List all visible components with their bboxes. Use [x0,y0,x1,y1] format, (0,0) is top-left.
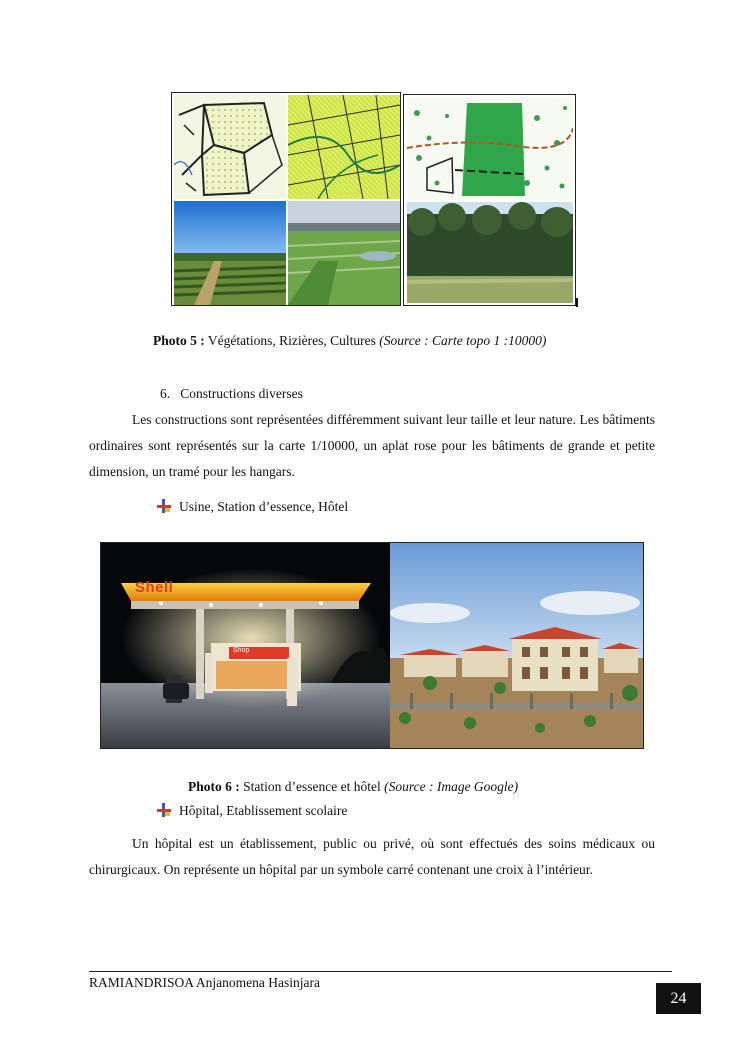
constructions-paragraph: Les constructions sont représentées différemment suivant leur taille et leur nature. Les bâtiments ordinaires sont représentés sur la carte 1/10000, un aplat rose pour les bâtiments de grande et petite dimension, un tramé pour les hangars. [89,412,655,479]
hospital-paragraph: Un hôpital est un établissement, public ou privé, où sont effectués des soins médicaux ou chirurgicaux. On représente un hôpital par un symbole carré contenant une croix à l’intérieur. [89,836,655,877]
bullet-icon [157,499,171,513]
bullet-hopital [157,803,347,819]
bullet-text: Hôpital, Etablissement scolaire [179,803,348,818]
caption-label: Photo 6 : [188,779,240,794]
photo-6-frame [100,542,644,749]
photo-6-caption [188,779,518,795]
footer-rule [89,971,672,972]
topo-map-vegetation [174,95,286,199]
caption-label: Photo 5 : [153,333,205,348]
caption-text: Végétations, Rizières, Cultures [204,333,380,348]
photo-5-caption [153,333,546,349]
bullet-usine [157,499,348,515]
section-heading: 6. Constructions diverses [160,386,303,401]
photo-5-left-panel [171,92,401,306]
photo-gas-station [101,543,390,748]
photo-crop-field [174,201,286,305]
shop-sign: Shop [233,647,250,654]
caption-text: Station d’essence et hôtel [239,779,385,794]
topo-map-rice-fields [288,95,400,199]
photo-forest [407,202,573,303]
photo-rice-paddies [288,201,400,305]
bullet-icon [157,803,171,817]
page-number: 24 [656,983,701,1014]
topo-map-forest [407,98,573,200]
figure-edge-mark [576,298,578,307]
footer-author: RAMIANDRISOA Anjanomena Hasinjara [89,975,320,990]
photo-hotel [390,543,643,748]
caption-source: (Source : Image Google) [384,779,519,794]
photo-5-right-panel [403,94,576,306]
bullet-text: Usine, Station d’essence, Hôtel [179,499,349,514]
shell-sign: Shell [135,579,174,596]
caption-source: (Source : Carte topo 1 :10000) [379,333,547,348]
